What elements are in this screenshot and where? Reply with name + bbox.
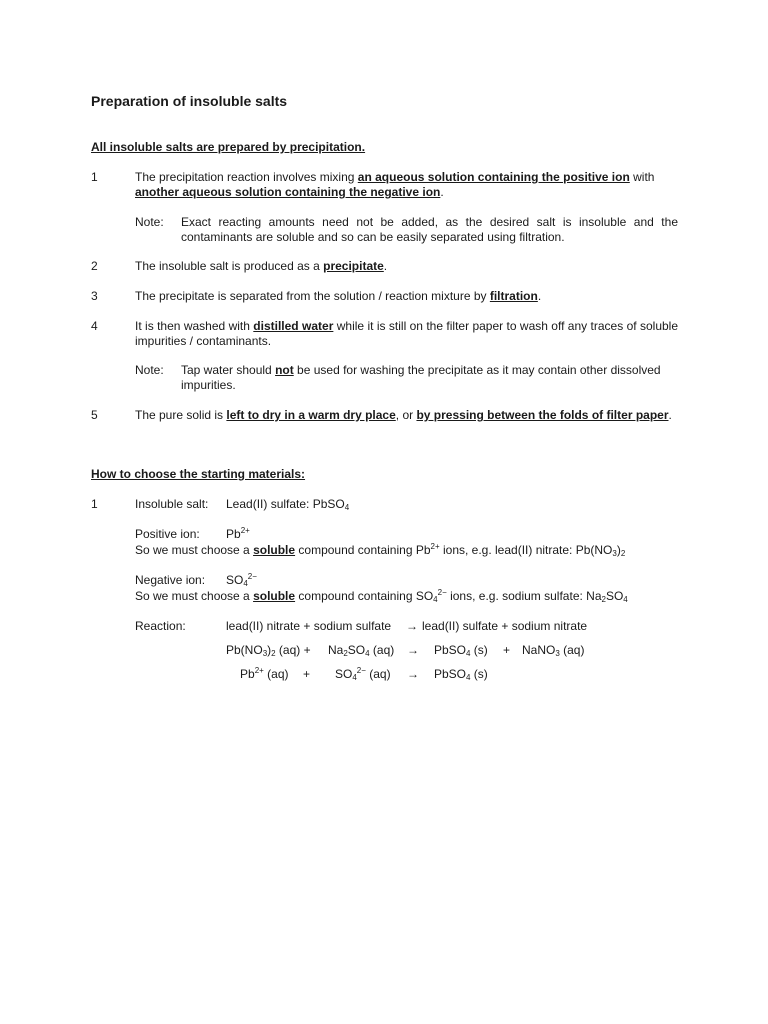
step-5-number: 5 [91,408,98,422]
soluble-emphasis-1: soluble [253,543,296,557]
choose-heading: How to choose the starting materials: [91,467,306,481]
equation-2-reactant-1: $Pb^{2+}$ (aq) [240,666,289,681]
note-1-text: Exact reacting amounts need not be added, as the desired salt is insoluble and the contaminants are soluble and so can be easily separated using filtration. [181,215,678,244]
step-4-text: It is then washed with distilled water while it is still on the filter paper to wash off any traces of soluble impurities / contaminants. [135,319,679,348]
note-2-text: Tap water should not be used for washing the precipitate as it may contain other dissolved impurities. [181,363,661,392]
insoluble-salt-name: Lead(II) sulfate: PbSO$_4$ [226,497,350,512]
negative-ion-formula: $SO_4^{2-}$ [226,572,257,588]
step-1-emphasis-2: another aqueous solution containing the negative ion [135,185,441,199]
step-1-number: 1 [91,170,98,184]
step-2-text: The insoluble salt is produced as a precipitate. [135,259,388,273]
equation-1-product-1: PbSO$_4$ (s) [434,643,488,658]
soluble-emphasis-2: soluble [253,589,296,603]
equation-1-plus: + [503,643,511,657]
negative-ion-choice: So we must choose a soluble compound containing $SO_4^{2-}$ ions, e.g. sodium sulfate: $Na_2SO_4$ [135,588,628,604]
step-3-number: 3 [91,289,98,303]
positive-ion-choice: So we must choose a soluble compound containing $Pb^{2+}$ ions, e.g. lead(II) nitrate: $Pb(NO_3)_2$ [135,542,626,558]
equation-2-arrow-icon: → [407,667,419,681]
step-4-number: 4 [91,319,98,333]
intro-heading: All insoluble salts are prepared by precipitation. [91,140,366,154]
step-1-line-2: another aqueous solution containing the negative ion. [135,185,444,199]
step-2-number: 2 [91,259,98,273]
note-1-label: Note: [135,215,164,229]
example-number: 1 [91,497,98,511]
word-equation-left: lead(II) nitrate + sodium sulfate [226,619,392,633]
negative-ion-label: Negative ion: [135,573,206,587]
step-3-text: The precipitate is separated from the solution / reaction mixture by filtration. [135,289,542,303]
step-3-emphasis: filtration [489,289,538,303]
step-2-emphasis: precipitate [323,259,384,273]
equation-2-plus: + [303,667,311,681]
insoluble-salt-label: Insoluble salt: [135,497,209,511]
reaction-arrow-icon: → [406,619,418,633]
positive-ion-formula: $Pb^{2+}$ [226,526,250,541]
step-1-emphasis-1: an aqueous solution containing the positive ion [357,170,630,184]
equation-1-reactant-1: $Pb(NO_3)_2$ (aq) + [226,643,311,658]
equation-2-reactant-2: $SO_4^{2-}$ (aq) [335,666,391,682]
equation-1-arrow-icon: → [407,643,419,657]
step-5-emphasis-1: left to dry in a warm dry place [226,408,396,422]
note-2-emphasis: not [275,363,294,377]
equation-2-product: PbSO$_4$ (s) [434,667,488,682]
positive-ion-label: Positive ion: [135,527,200,541]
reaction-label: Reaction: [135,619,186,633]
step-1-line-1: The precipitation reaction involves mixing an aqueous solution containing the positive ion with [135,170,655,184]
step-5-emphasis-2: by pressing between the folds of filter paper [416,408,669,422]
step-5-text: The pure solid is left to dry in a warm dry place, or by pressing between the folds of filter paper. [135,408,672,422]
page-title: Preparation of insoluble salts [91,93,288,109]
equation-1-reactant-2: $Na_2SO_4$ (aq) [328,643,395,658]
word-equation-right: lead(II) sulfate + sodium nitrate [422,619,588,633]
step-4-emphasis: distilled water [253,319,334,333]
equation-1-product-2: NaNO$_3$ (aq) [522,643,585,658]
note-2-label: Note: [135,363,164,377]
